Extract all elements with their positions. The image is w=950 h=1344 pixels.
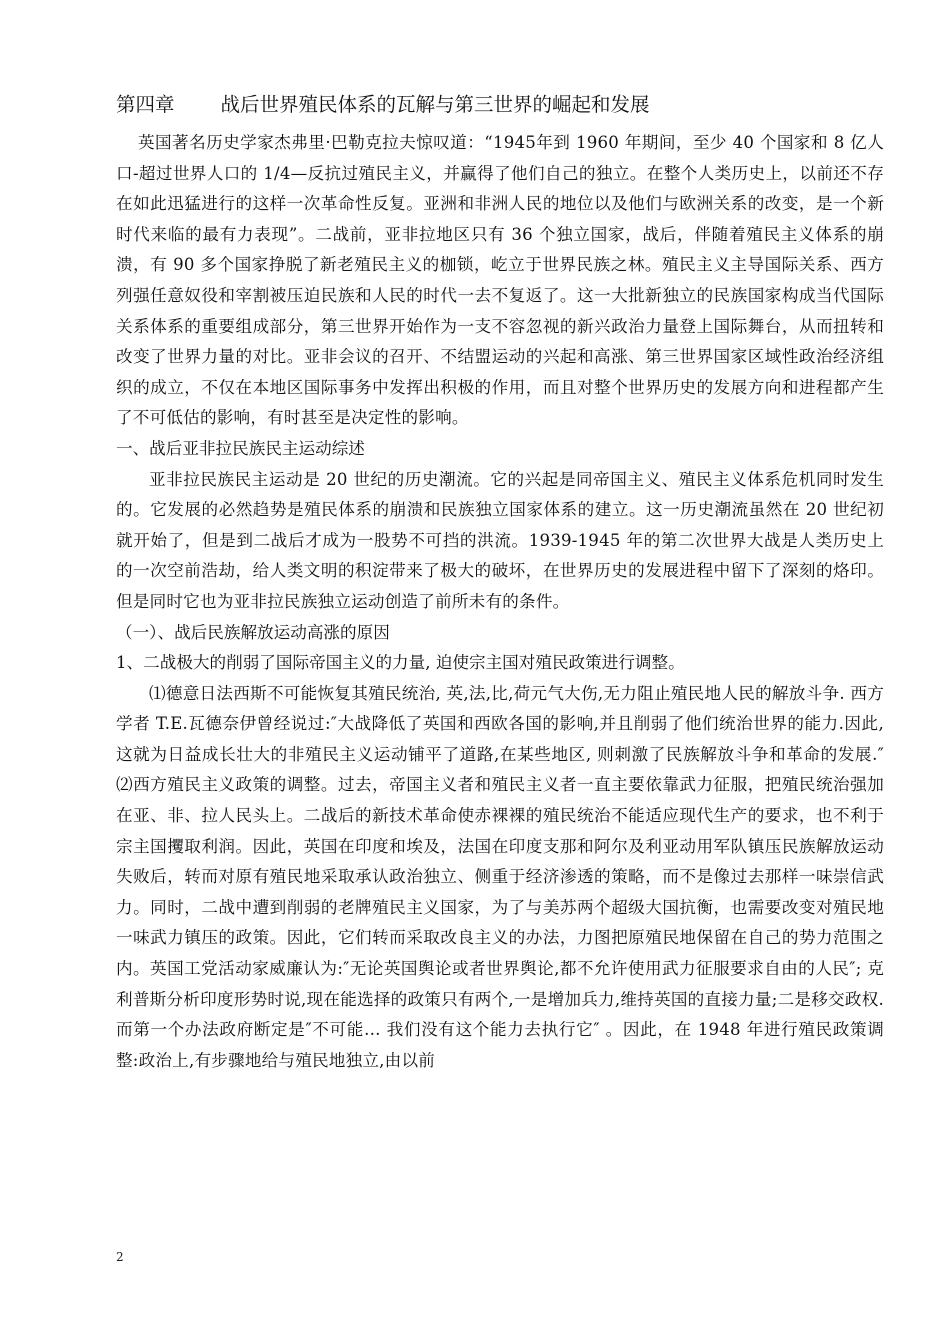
chapter-title	[116, 88, 884, 122]
section-one-heading: 一、战后亚非拉民族民主运动综述	[116, 438, 365, 458]
page-number: 2	[116, 1250, 124, 1264]
chapter-heading: 战后世界殖民体系的瓦解与第三世界的崛起和发展	[220, 93, 650, 116]
subsection-heading: （一）、战后民族解放运动高涨的原因	[116, 622, 390, 642]
document-body	[116, 88, 884, 1076]
section-one-paragraph: 亚非拉民族民主运动是 20 世纪的历史潮流。它的兴起是同帝国主义、殖民主义体系危机同时发生的。它发展的必然趋势是殖民体系的崩溃和民族独立国家体系的建立。这一历史潮流虽然在 20 世纪初就开始了，但是到二战后才成为一股势不可挡的洪流。1939-1945 年的第二次世界大战是人类历史上的一次空前浩劫，给人类文明的积淀带来了极大的破坏，在世界历史的发展进程中留下了深刻的烙印。但是同时它也为亚非拉民族独立运动创造了前所未有的条件。	[116, 469, 884, 611]
chapter-label: 第四章	[116, 93, 175, 116]
intro-paragraph: 英国著名历史学家杰弗里·巴勒克拉夫惊叹道：“1945年到 1960 年期间，至少 40 个国家和 8 亿人口-超过世界人口的 1/4—反抗过殖民主义，并赢得了他们自己的独立。在整个人类历史上，以前还不存在如此迅猛进行的这样一次革命性反复。亚洲和非洲人民的地位以及他们与欧洲关系的改变，是一个新时代来临的最有力表现”。二战前，亚非拉地区只有 36 个独立国家，战后，伴随着殖民主义体系的崩溃，有 90 多个国家挣脱了新老殖民主义的枷锁，屹立于世界民族之林。殖民主义主导国际关系、西方列强任意奴役和宰割被压迫民族和人民的时代一去不复返了。这一大批新独立的民族国家构成当代国际关系体系的重要组成部分，第三世界开始作为一支不容忽视的新兴政治力量登上国际舞台，从而扭转和改变了世界力量的对比。亚非会议的召开、不结盟运动的兴起和高涨、第三世界国家区域性政治经济组织的成立，不仅在本地区国际事务中发挥出积极的作用，而且对整个世界历史的发展方向和进程都产生了不可低估的影响，有时甚至是决定性的影响。	[116, 133, 884, 428]
point-one-heading: 1、二战极大的削弱了国际帝国主义的力量, 迫使宗主国对殖民政策进行调整。	[116, 653, 685, 673]
point-one-paragraph: ⑴德意日法西斯不可能恢复其殖民统治, 英,法,比,荷元气大伤,无力阻止殖民地人民的解放斗争. 西方学者 T.E.瓦德奈伊曾经说过:″大战降低了英国和西欧各国的影响,并且削弱了他们统治世界的能力.因此,这就为日益成长壮大的非殖民主义运动铺平了道路,在某些地区, 则刺激了民族解放斗争和革命的发展.″ ⑵西方殖民主义政策的调整。过去，帝国主义者和殖民主义者一直主要依靠武力征服，把殖民统治强加在亚、非、拉人民头上。二战后的新技术革命使赤裸裸的殖民统治不能适应现代生产的要求，也不利于宗主国攫取利润。因此，英国在印度和埃及，法国在印度支那和阿尔及利亚动用军队镇压民族解放运动失败后，转而对原有殖民地采取承认政治独立、侧重于经济渗透的策略，而不是像过去那样一味崇信武力。同时，二战中遭到削弱的老牌殖民主义国家，为了与美苏两个超级大国抗衡，也需要改变对殖民地一味武力镇压的政策。因此，它们转而采取改良主义的办法，力图把原殖民地保留在自己的势力范围之内。英国工党活动家威廉认为:″无论英国舆论或者世界舆论,都不允许使用武力征服要求自由的人民″; 克利普斯分析印度形势时说,现在能选择的政策只有两个,一是增加兵力,维持英国的直接力量;二是移交政权.而第一个办法政府断定是″不可能… 我们没有这个能力去执行它″ 。因此，在 1948 年进行殖民政策调整:政治上,有步骤地给与殖民地独立,由以前	[116, 683, 884, 1070]
